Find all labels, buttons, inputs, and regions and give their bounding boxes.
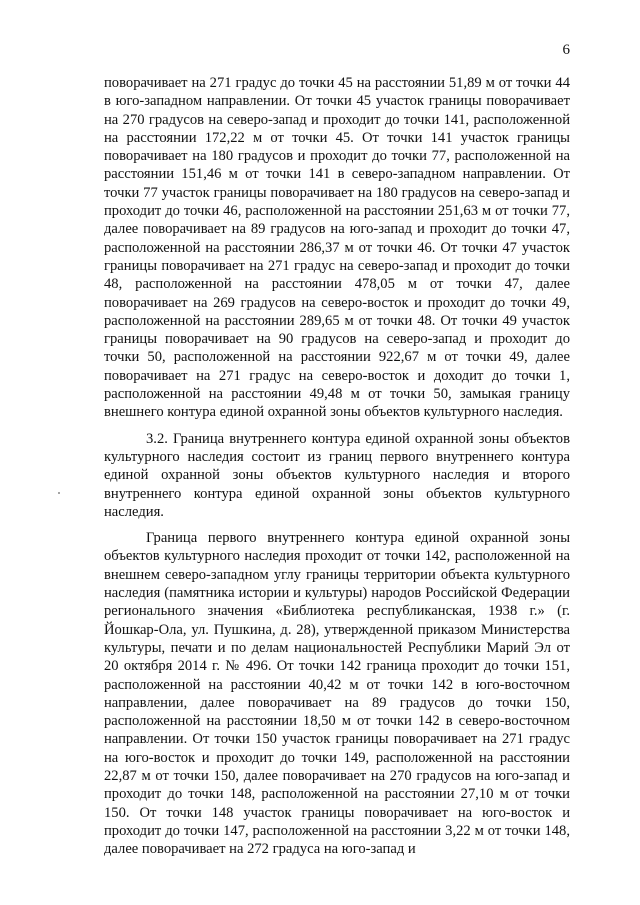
page-number: 6 — [562, 42, 570, 58]
paragraph-continuation: поворачивает на 271 градус до точки 45 на расстоянии 51,89 м от точки 44 в юго-западном направлении. От точки 45 участок границы поворачивает на 270 градусов на северо-запад и проходит до точки 141, расположенной на расстоянии 172,22 м от точки 45. От точки 141 участок границы поворачивает на 180 градусов и проходит до точки 77, расположенной на расстоянии 151,46 м от точки 141 в северо-западном направлении. От точки 77 участок границы поворачивает на 180 градусов на северо-запад и проходит до точки 46, расположенной на расстоянии 251,63 м от точки 77, далее поворачивает на 89 градусов на юго-запад и проходит до точки 47, расположенной на расстоянии 286,37 м от точки 46. От точки 47 участок границы поворачивает на 271 градус на северо-запад и проходит до точки 48, расположенной на расстоянии 478,05 м от точки 47, далее поворачивает на 269 градусов на северо-восток и проходит до точки 49, расположенной на расстоянии 289,65 м от точки 48. От точки 49 участок границы поворачивает на 90 градусов на северо-запад и проходит до точки 50, расположенной на расстоянии 922,67 м от точки 49, далее поворачивает на 271 градус на северо-восток и доходит до точки 1, расположенной на расстоянии 49,48 м от точки 50, замыкая границу внешнего контура единой охранной зоны объектов культурного наследия. — [104, 75, 570, 421]
document-body — [104, 74, 570, 858]
paragraph-section-3-2: 3.2. Граница внутреннего контура единой охранной зоны объектов культурного наследия состоит из границ первого внутреннего контура единой охранной зоны объектов культурного наследия и второго внутреннего контура единой охранной зоны объектов культурного наследия. — [104, 430, 570, 520]
scan-speck — [58, 492, 60, 494]
paragraph-first-inner-contour: Граница первого внутреннего контура единой охранной зоны объектов культурного наследия проходит от точки 142, расположенной на внешнем северо-западном углу границы территории объекта культурного наследия (памятника истории и культуры) народов Российской Федерации регионального значения «Библиотека республиканская, 1938 г.» (г. Йошкар-Ола, ул. Пушкина, д. 28), утвержденной приказом Министерства культуры, печати и по делам национальностей Республики Марий Эл от 20 октября 2014 г. № 496. От точки 142 граница проходит до точки 151, расположенной на расстоянии 40,42 м от точки 142 в юго-восточном направлении, далее поворачивает на 89 градусов до точки 150, расположенной на расстоянии 18,50 м от точки 142 в северо-восточном направлении. От точки 150 участок границы поворачивает на 271 градус на юго-восток и проходит до точки 149, расположенной на расстоянии 22,87 м от точки 150, далее поворачивает на 270 градусов на юго-запад и проходит до точки 148, расположенной на расстоянии 27,10 м от точки 150. От точки 148 участок границы поворачивает на юго-восток и проходит до точки 147, расположенной на расстоянии 3,22 м от точки 148, далее поворачивает на 272 градуса на юго-запад и — [104, 530, 570, 858]
